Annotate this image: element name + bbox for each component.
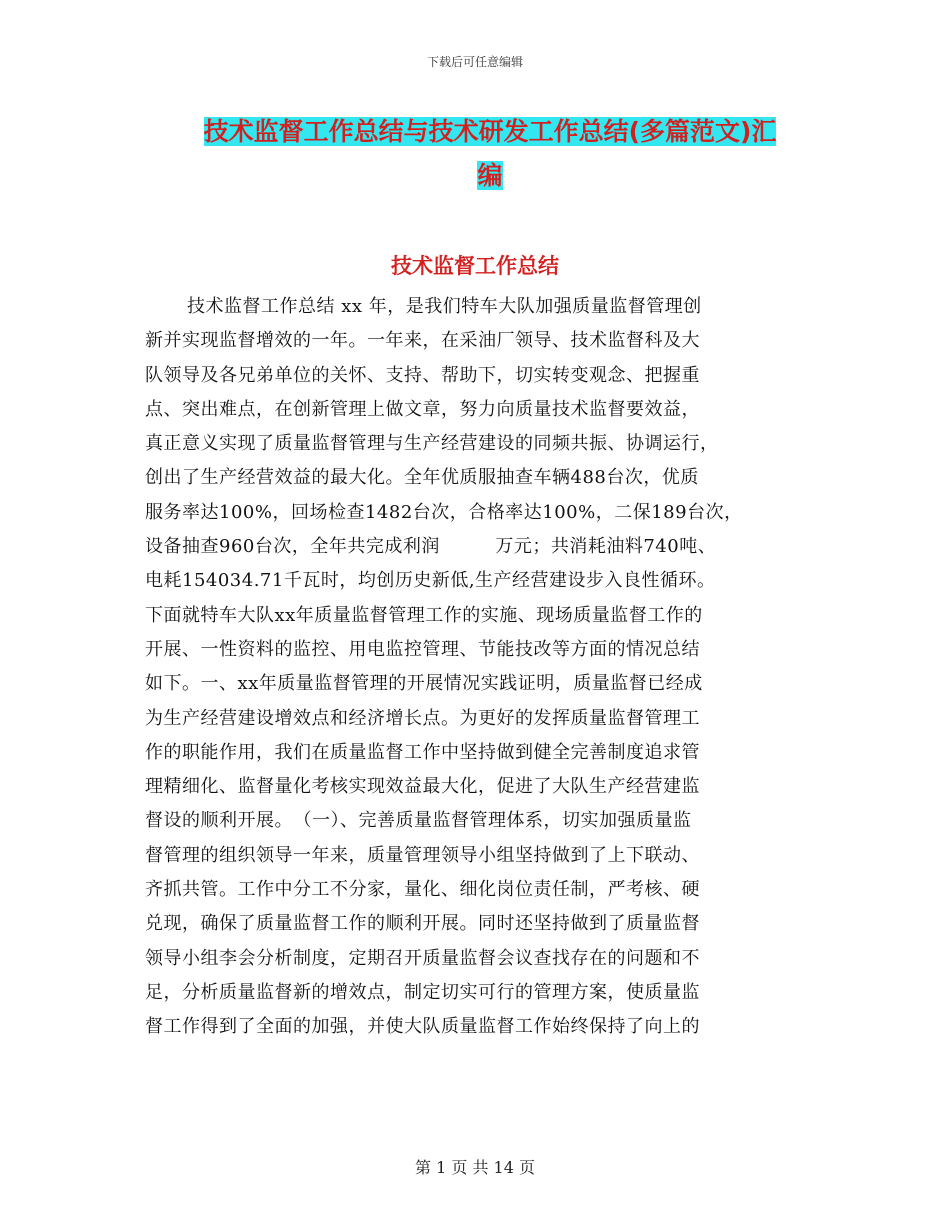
body-line: 理精细化、监督量化考核实现效益最大化，促进了大队生产经营建监 bbox=[145, 776, 700, 798]
body-line: 如下。一、xx年质量监督管理的开展情况实践证明，质量监督已经成 bbox=[145, 673, 703, 695]
body-line: 齐抓共管。工作中分工不分家，量化、细化岗位责任制，严考核、硬 bbox=[145, 879, 700, 901]
body-line: 真正意义实现了质量监督管理与生产经营建设的同频共振、协调运行， bbox=[145, 433, 719, 455]
body-line: 足，分析质量监督新的增效点，制定切实可行的管理方案，使质量监 bbox=[145, 981, 700, 1003]
body-line: 作的职能作用，我们在质量监督工作中坚持做到健全完善制度追求管 bbox=[145, 741, 700, 763]
body-line: 开展、一性资料的监控、用电监控管理、节能技改等方面的情况总结 bbox=[145, 638, 700, 660]
body-line: 督工作得到了全面的加强，并使大队质量监督工作始终保持了向上的 bbox=[145, 1016, 700, 1038]
document-title-line-2: 编 bbox=[477, 161, 503, 190]
body-line: 兑现，确保了质量监督工作的顺利开展。同时还坚持做到了质量监督 bbox=[145, 913, 700, 935]
body-line: 设备抽查960台次，全年共完成利润 万元；共消耗油料740吨、 bbox=[145, 536, 717, 558]
body-line: 新并实现监督增效的一年。一年来，在采油厂领导、技术监督科及大 bbox=[145, 330, 700, 352]
body-line: 点、突出难点，在创新管理上做文章，努力向质量技术监督要效益， bbox=[145, 398, 700, 420]
document-title bbox=[140, 110, 840, 198]
document-title-line-1: 技术监督工作总结与技术研发工作总结(多篇范文)汇 bbox=[203, 117, 777, 146]
body-line: 下面就特车大队xx年质量监督管理工作的实施、现场质量监督工作的 bbox=[145, 604, 703, 626]
body-line: 电耗154034.71千瓦时，均创历史新低,生产经营建设步入良性循环。 bbox=[145, 570, 716, 592]
body-line: 队领导及各兄弟单位的关怀、支持、帮助下，切实转变观念、把握重 bbox=[145, 364, 700, 386]
body-line: 督设的顺利开展。 （一）、完善质量监督管理体系，切实加强质量监 bbox=[145, 810, 692, 832]
section-title: 技术监督工作总结 bbox=[391, 254, 559, 278]
body-text bbox=[145, 290, 820, 1045]
page-footer: 第 1 页 共 14 页 bbox=[415, 1158, 535, 1177]
body-line: 创出了生产经营效益的最大化。全年优质服抽查车辆488台次，优质 bbox=[145, 467, 699, 489]
body-line: 为生产经营建设增效点和经济增长点。为更好的发挥质量监督管理工 bbox=[145, 707, 700, 729]
body-line: 领导小组李会分析制度，定期召开质量监督会议查找存在的问题和不 bbox=[145, 947, 700, 969]
page-header: 下载后可任意编辑 bbox=[426, 55, 523, 69]
body-line: 技术监督工作总结 xx 年，是我们特车大队加强质量监督管理创 bbox=[187, 296, 702, 317]
body-line: 督管理的组织领导一年来，质量管理领导小组坚持做到了上下联动、 bbox=[145, 844, 700, 866]
body-line: 服务率达100%，回场检查1482台次，合格率达100%，二保189台次， bbox=[145, 501, 743, 523]
